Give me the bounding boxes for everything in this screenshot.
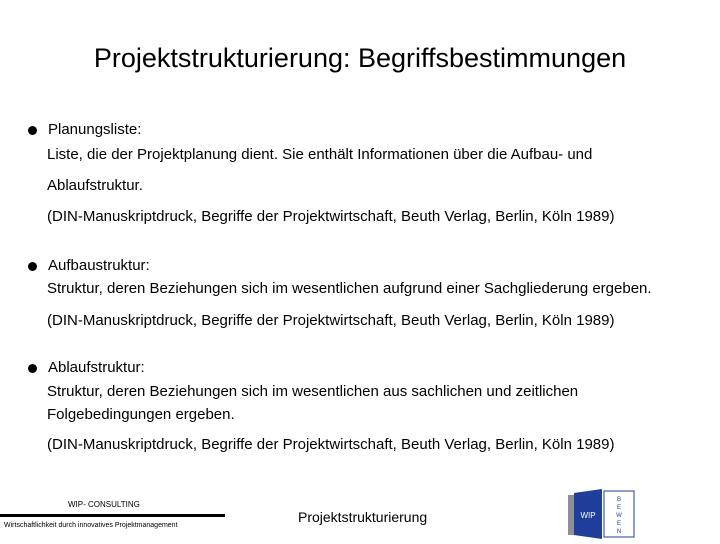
footer-title: Projektstrukturierung xyxy=(298,509,428,525)
section-text-line: Ablaufstruktur. xyxy=(47,177,143,194)
svg-text:E: E xyxy=(616,505,622,511)
section-citation: (DIN-Manuskriptdruck, Begriffe der Projektwirtschaft, Beuth Verlag, Berlin, Köln 1989) xyxy=(47,208,615,225)
section-citation: (DIN-Manuskriptdruck, Begriffe der Projektwirtschaft, Beuth Verlag, Berlin, Köln 1989) xyxy=(47,312,615,329)
svg-text:E: E xyxy=(616,521,622,527)
svg-text:B: B xyxy=(616,497,622,503)
bullet-icon xyxy=(28,364,37,373)
footer-tagline: Wirtschaftlichkeit durch innovatives Projektmanagement xyxy=(4,522,178,529)
svg-text:W: W xyxy=(616,513,622,519)
bullet-icon xyxy=(28,126,37,135)
footer-company: WIP- CONSULTING xyxy=(68,500,140,509)
section-citation: (DIN-Manuskriptdruck, Begriffe der Projektwirtschaft, Beuth Verlag, Berlin, Köln 1989) xyxy=(47,436,615,453)
section-heading: Planungsliste: xyxy=(48,121,142,138)
section-text-line: Folgebedingungen ergeben. xyxy=(47,406,235,423)
section-heading: Ablaufstruktur: xyxy=(48,359,145,376)
svg-text:N: N xyxy=(616,529,622,535)
section-text-line: Struktur, deren Beziehungen sich im wesentlichen aufgrund einer Sachgliederung ergeben. xyxy=(47,280,652,297)
section-text-line: Liste, die der Projektplanung dient. Sie enthält Informationen über die Aufbau- und xyxy=(47,146,593,163)
footer-divider xyxy=(0,514,225,517)
wip-logo-icon xyxy=(568,489,636,544)
section-text-line: Struktur, deren Beziehungen sich im wesentlichen aus sachlichen und zeitlichen xyxy=(47,383,579,400)
page-title: Projektstrukturierung: Begriffsbestimmungen xyxy=(93,43,627,73)
svg-text:WIP: WIP xyxy=(580,511,596,520)
bullet-icon xyxy=(28,262,37,271)
section-heading: Aufbaustruktur: xyxy=(48,257,150,274)
